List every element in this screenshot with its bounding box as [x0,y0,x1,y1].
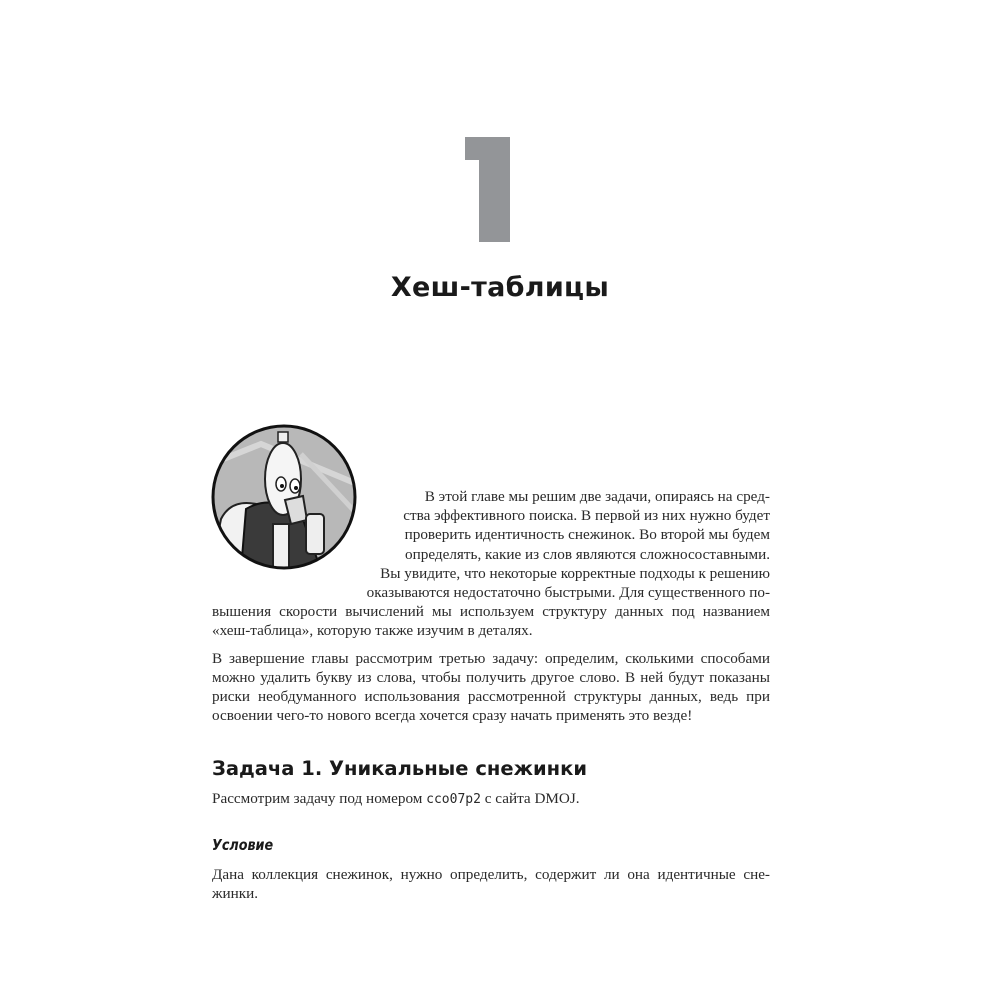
section-heading: Задача 1. Уникальные снежинки [212,757,588,780]
condition-paragraph [212,866,770,906]
text-line: «хеш-таблица», которую также изучим в деталях. [212,622,533,639]
reference-prefix: Рассмотрим задачу под номером [212,790,427,807]
text-line: ства эффективного поиска. В первой из них нужно будет [403,507,770,524]
text-line: оказываются недостаточно быстрыми. Для существенного по- [366,584,770,601]
text-line: Дана коллекция снежинок, нужно определить, содержит ли она идентичные сне- [212,866,770,883]
chapter-title: Хеш-таблицы [390,272,610,303]
text-line: риски необдуманного использования рассмотренной структуры данных, ведь при [212,688,770,705]
text-line: вышения скорости вычислений мы используем структуру данных под названием [212,603,770,620]
text-line: определять, какие из слов являются сложносоставными. [405,546,770,563]
chapter-number-stem [479,137,510,242]
chapter-number [465,137,510,242]
reference-suffix: с сайта DMOJ. [480,790,580,807]
closing-paragraph [212,650,770,730]
text-line: проверить идентичность снежинок. Во второй мы будем [404,526,770,543]
text-line: освоении чего-то нового всегда хочется сразу начать применять это везде! [212,707,693,724]
text-line: можно удалить букву из слова, чтобы получить другое слово. В ней будут показаны [212,669,770,686]
problem-reference [212,790,580,808]
intro-paragraph [212,488,770,648]
text-line: жинки. [212,885,259,902]
problem-code: cco07p2 [426,792,481,807]
text-line: В этой главе мы решим две задачи, опираясь на сред- [424,488,770,505]
chapter-number-flag [465,137,479,160]
subsection-heading: Условие [212,836,274,854]
text-line: В завершение главы рассмотрим третью задачу: определим, сколькими способами [212,650,770,667]
text-line: Вы увидите, что некоторые корректные подходы к решению [380,565,770,582]
